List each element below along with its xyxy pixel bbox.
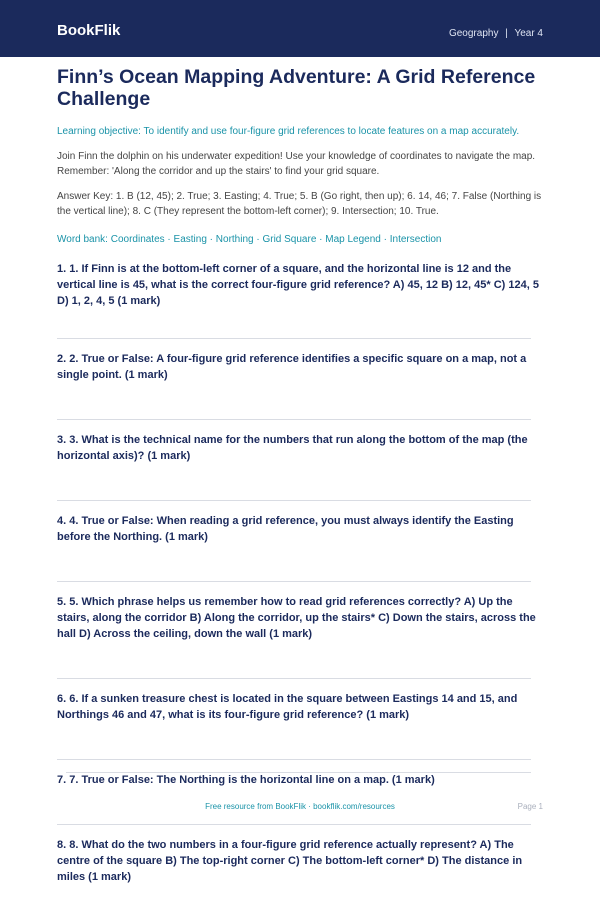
question-text: 8. 8. What do the two numbers in a four-figure grid reference actually represent? A) The centre of the square B) The top-right corner C) The bottom-left corner* D) The distance in miles (1 mark) bbox=[57, 839, 523, 883]
question-block bbox=[57, 351, 543, 420]
question-block bbox=[57, 261, 543, 339]
answer-line bbox=[57, 581, 531, 582]
worksheet-content bbox=[57, 66, 543, 900]
page-header bbox=[0, 0, 600, 57]
answer-line bbox=[57, 824, 531, 825]
brand-logo: BookFlik bbox=[57, 22, 121, 39]
question-text: 5. 5. Which phrase helps us remember how to read grid references correctly? A) Up the stairs, along the corridor B) Along the corridor, up the stairs* C) Down the stairs, across the hall D) Across the ceiling, down the wall (1 mark) bbox=[57, 596, 536, 640]
subject-label: Geography bbox=[448, 28, 499, 39]
learning-objective: Learning objective: To identify and use four-figure grid references to locate features on a map accurately. bbox=[57, 126, 520, 137]
answer-line bbox=[57, 678, 531, 679]
year-label: Year 4 bbox=[514, 28, 543, 39]
question-block bbox=[57, 691, 543, 760]
answer-line bbox=[57, 759, 531, 760]
footer-divider bbox=[66, 772, 531, 773]
answer-key: Answer Key: 1. B (12, 45); 2. True; 3. Easting; 4. True; 5. B (Go right, then up); 6. 14, 46; 7. False (Northing is the vertical line); 8. C (They represent the bottom-left corner); 9. Intersection; 10. True. bbox=[57, 191, 542, 217]
header-meta bbox=[449, 28, 543, 39]
meta-separator: | bbox=[505, 28, 508, 39]
word-bank: Word bank: Coordinates · Easting · Northing · Grid Square · Map Legend · Intersection bbox=[57, 234, 442, 245]
page-title: Finn’s Ocean Mapping Adventure: A Grid Reference Challenge bbox=[57, 66, 536, 110]
answer-line bbox=[57, 338, 531, 339]
question-block bbox=[57, 432, 543, 501]
answer-line bbox=[57, 419, 531, 420]
footer-text: Free resource from BookFlik · bookflik.com/resources bbox=[205, 802, 395, 811]
answer-line bbox=[57, 500, 531, 501]
question-block bbox=[57, 513, 543, 582]
question-text: 2. 2. True or False: A four-figure grid reference identifies a specific square on a map, not a single point. (1 mark) bbox=[57, 353, 527, 381]
question-text: 6. 6. If a sunken treasure chest is located in the square between Eastings 14 and 15, and Northings 46 and 47, what is its four-figure grid reference? (1 mark) bbox=[57, 693, 518, 721]
question-block bbox=[57, 594, 543, 679]
question-block bbox=[57, 837, 543, 900]
question-text: 1. 1. If Finn is at the bottom-left corner of a square, and the horizontal line is 12 and the vertical line is 45, what is the correct four-figure grid reference? A) 45, 12 B) 12, 45* C) 124, 5 D) 1, 2, 4, 5 (1 mark) bbox=[57, 263, 539, 307]
question-text: 7. 7. True or False: The Northing is the horizontal line on a map. (1 mark) bbox=[57, 774, 435, 786]
page-number: Page 1 bbox=[517, 802, 543, 811]
question-text: 3. 3. What is the technical name for the numbers that run along the bottom of the map (the horizontal axis)? (1 mark) bbox=[57, 434, 528, 462]
question-block bbox=[57, 772, 543, 825]
intro-text: Join Finn the dolphin on his underwater expedition! Use your knowledge of coordinates to navigate the map. Remember: 'Along the corridor and up the stairs' to find your grid square. bbox=[57, 151, 536, 177]
question-text: 4. 4. True or False: When reading a grid reference, you must always identify the Easting before the Northing. (1 mark) bbox=[57, 515, 514, 543]
